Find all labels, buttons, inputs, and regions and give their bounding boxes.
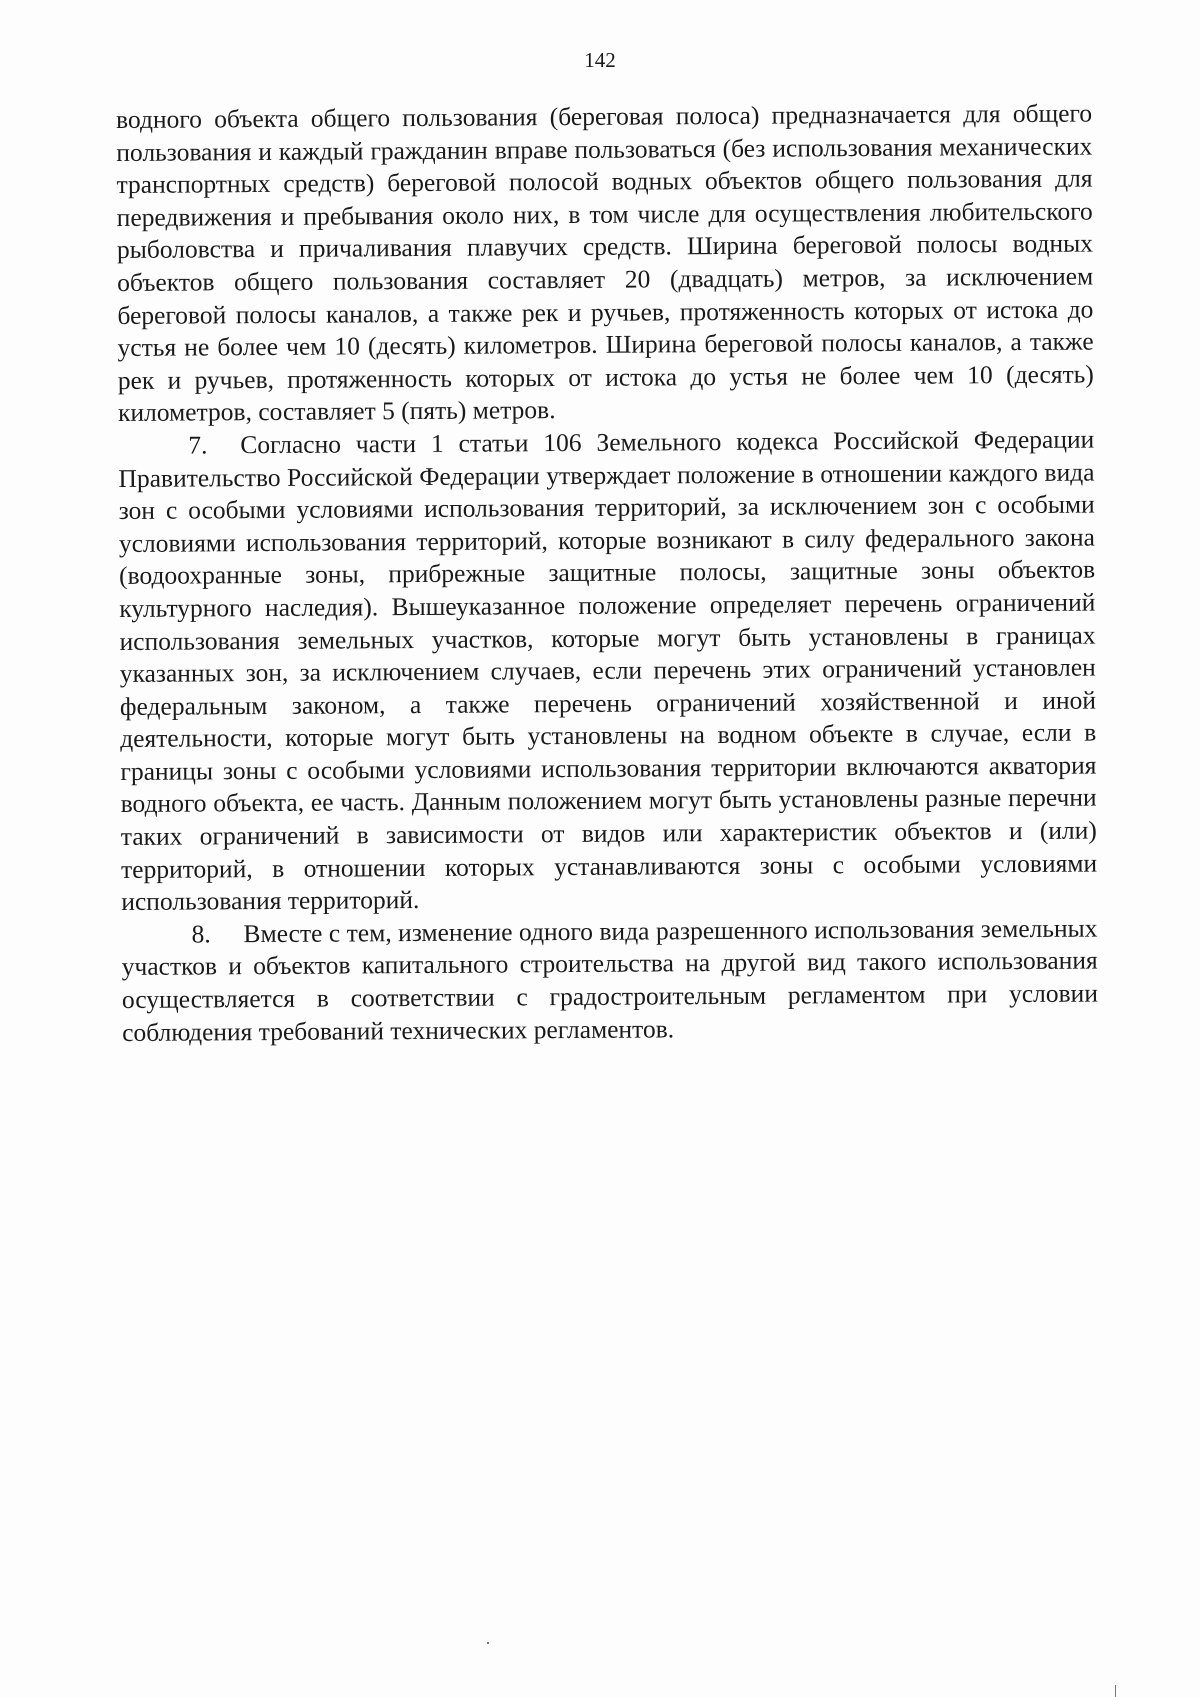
- paragraph-number: 8.: [191, 919, 211, 949]
- paragraph-text: Согласно части 1 статьи 106 Земельного кодекса Российской Федерации Правительство Российской Федерации утверждает положение в отношении каждого вида зон с особыми условиями использования территорий, за исключением зон с особыми условиями использования территорий, которые возникают в силу федерального закона (водоохранные зоны, прибрежные защитные полосы, защитные зоны объектов культурного наследия). Вышеуказанное положение определяет перечень ограничений использования земельных участков, которые могут быть установлены в границах указанных зон, за исключением случаев, если перечень этих ограничений установлен федеральным законом, а также перечень ограничений хозяйственной и иной деятельности, которые могут быть установлены на водном объекте в случае, если в границы зоны с особыми условиями использования территории включаются акватория водного объекта, ее часть. Данным положением могут быть установлены разные перечни таких ограничений в зависимости от видов или характеристик объектов и (или) территорий, в отношении которых устанавливаются зоны с особыми условиями использования территорий.: [118, 424, 1098, 917]
- paragraph-text: водного объекта общего пользования (береговая полоса) предназначается для общего пользования и каждый гражданин вправе пользоваться (без использования механических транспортных средств) береговой полосой водных объектов общего пользования для передвижения и пребывания около них, в том числе для осуществления любительского рыболовства и причаливания плавучих средств. Ширина береговой полосы водных объектов общего пользования составляет 20 (двадцать) метров, за исключением береговой полосы каналов, а также рек и ручьев, протяженность которых от истока до устья не более чем 10 (десять) километров. Ширина береговой полосы каналов, а также рек и ручьев, протяженность которых от истока до устья не более чем 10 (десять) километров, составляет 5 (пять) метров.: [116, 98, 1094, 428]
- paragraph-continuation: [116, 98, 1094, 430]
- scan-artifact-line: [1115, 1685, 1116, 1697]
- scan-artifact-dot: [487, 1642, 489, 1644]
- paragraph-8: [121, 912, 1098, 1049]
- paragraph-7: [118, 423, 1097, 918]
- paragraph-number: 7.: [188, 430, 208, 460]
- page-number: 142: [584, 48, 616, 72]
- paragraph-text: Вместе с тем, изменение одного вида разрешенного использования земельных участков и объектов капитального строительства на другой вид такого использования осуществляется в соответствии с градостроительным регламентом при условии соблюдения требований технических регламентов.: [121, 913, 1099, 1047]
- document-body: [116, 98, 1098, 1050]
